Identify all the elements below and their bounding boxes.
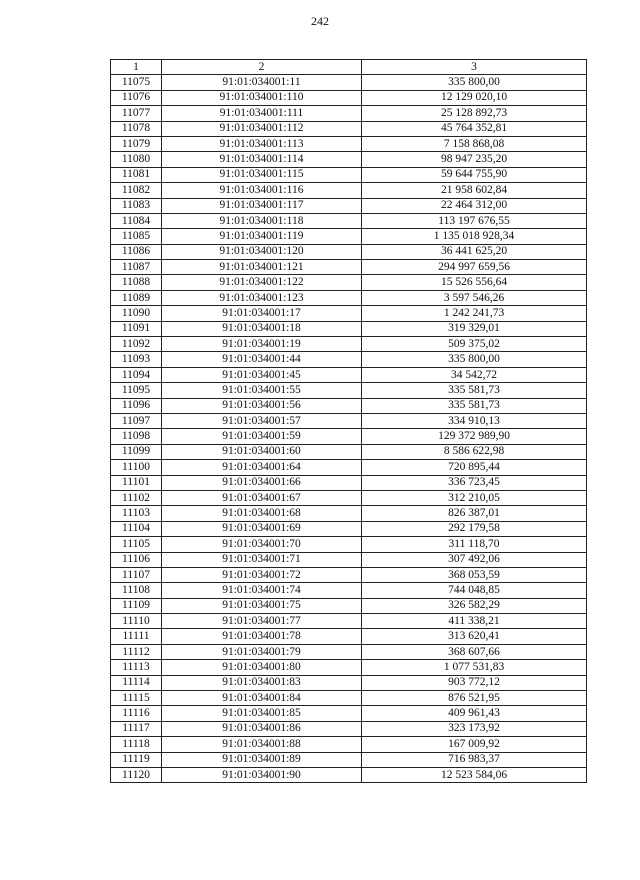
row-number-cell: 11084	[111, 213, 162, 228]
table-row	[111, 583, 587, 598]
value-cell: 12 523 584,06	[362, 767, 587, 782]
value-cell: 903 772,12	[362, 675, 587, 690]
value-cell: 409 961,43	[362, 706, 587, 721]
row-number-cell: 11114	[111, 675, 162, 690]
cadastral-number-cell: 91:01:034001:118	[162, 213, 362, 228]
value-cell: 334 910,13	[362, 413, 587, 428]
row-number-cell: 11078	[111, 121, 162, 136]
table-row	[111, 752, 587, 767]
table-row	[111, 767, 587, 782]
row-number-cell: 11092	[111, 337, 162, 352]
table-row	[111, 660, 587, 675]
value-cell: 59 644 755,90	[362, 167, 587, 182]
row-number-cell: 11106	[111, 552, 162, 567]
row-number-cell: 11081	[111, 167, 162, 182]
value-cell: 323 173,92	[362, 721, 587, 736]
value-cell: 15 526 556,64	[362, 275, 587, 290]
row-number-cell: 11109	[111, 598, 162, 613]
table-row	[111, 567, 587, 582]
table-row	[111, 90, 587, 105]
table-row	[111, 306, 587, 321]
cadastral-number-cell: 91:01:034001:113	[162, 136, 362, 151]
table-header	[111, 60, 587, 75]
table-row	[111, 721, 587, 736]
table-row	[111, 706, 587, 721]
table-row	[111, 213, 587, 228]
column-header-1: 1	[111, 60, 162, 75]
value-cell: 311 118,70	[362, 537, 587, 552]
table-row	[111, 490, 587, 505]
value-cell: 307 492,06	[362, 552, 587, 567]
row-number-cell: 11113	[111, 660, 162, 675]
row-number-cell: 11100	[111, 460, 162, 475]
value-cell: 3 597 546,26	[362, 290, 587, 305]
cadastral-number-cell: 91:01:034001:11	[162, 75, 362, 90]
value-cell: 7 158 868,08	[362, 136, 587, 151]
table-row	[111, 260, 587, 275]
cadastral-number-cell: 91:01:034001:57	[162, 413, 362, 428]
value-cell: 294 997 659,56	[362, 260, 587, 275]
cadastral-number-cell: 91:01:034001:66	[162, 475, 362, 490]
table-row	[111, 183, 587, 198]
column-header-3: 3	[362, 60, 587, 75]
cadastral-number-cell: 91:01:034001:70	[162, 537, 362, 552]
value-cell: 335 581,73	[362, 398, 587, 413]
page-number: 242	[311, 14, 329, 28]
cadastral-number-cell: 91:01:034001:72	[162, 567, 362, 582]
cadastral-number-cell: 91:01:034001:121	[162, 260, 362, 275]
row-number-cell: 11075	[111, 75, 162, 90]
cadastral-number-cell: 91:01:034001:117	[162, 198, 362, 213]
table-body	[111, 75, 587, 783]
cadastral-number-cell: 91:01:034001:86	[162, 721, 362, 736]
value-cell: 8 586 622,98	[362, 444, 587, 459]
row-number-cell: 11120	[111, 767, 162, 782]
row-number-cell: 11108	[111, 583, 162, 598]
value-cell: 292 179,58	[362, 521, 587, 536]
cadastral-number-cell: 91:01:034001:116	[162, 183, 362, 198]
row-number-cell: 11077	[111, 106, 162, 121]
row-number-cell: 11110	[111, 614, 162, 629]
table-row	[111, 460, 587, 475]
cadastral-number-cell: 91:01:034001:85	[162, 706, 362, 721]
row-number-cell: 11116	[111, 706, 162, 721]
cadastral-number-cell: 91:01:034001:64	[162, 460, 362, 475]
table-row	[111, 198, 587, 213]
cadastral-number-cell: 91:01:034001:68	[162, 506, 362, 521]
row-number-cell: 11115	[111, 691, 162, 706]
table-row	[111, 152, 587, 167]
cadastral-number-cell: 91:01:034001:89	[162, 752, 362, 767]
value-cell: 129 372 989,90	[362, 429, 587, 444]
row-number-cell: 11101	[111, 475, 162, 490]
value-cell: 1 135 018 928,34	[362, 229, 587, 244]
cadastral-number-cell: 91:01:034001:120	[162, 244, 362, 259]
value-cell: 509 375,02	[362, 337, 587, 352]
table-row	[111, 521, 587, 536]
value-cell: 368 053,59	[362, 567, 587, 582]
value-cell: 368 607,66	[362, 644, 587, 659]
value-cell: 876 521,95	[362, 691, 587, 706]
row-number-cell: 11111	[111, 629, 162, 644]
cadastral-number-cell: 91:01:034001:60	[162, 444, 362, 459]
value-cell: 335 800,00	[362, 352, 587, 367]
table-row	[111, 244, 587, 259]
row-number-cell: 11103	[111, 506, 162, 521]
cadastral-number-cell: 91:01:034001:69	[162, 521, 362, 536]
value-cell: 319 329,01	[362, 321, 587, 336]
header-row	[111, 60, 587, 75]
cadastral-number-cell: 91:01:034001:90	[162, 767, 362, 782]
value-cell: 411 338,21	[362, 614, 587, 629]
cadastral-number-cell: 91:01:034001:114	[162, 152, 362, 167]
cadastral-number-cell: 91:01:034001:111	[162, 106, 362, 121]
row-number-cell: 11098	[111, 429, 162, 444]
table-row	[111, 229, 587, 244]
cadastral-number-cell: 91:01:034001:44	[162, 352, 362, 367]
value-cell: 25 128 892,73	[362, 106, 587, 121]
value-cell: 313 620,41	[362, 629, 587, 644]
table-row	[111, 475, 587, 490]
value-cell: 34 542,72	[362, 367, 587, 382]
row-number-cell: 11107	[111, 567, 162, 582]
table-row	[111, 506, 587, 521]
value-cell: 326 582,29	[362, 598, 587, 613]
value-cell: 716 983,37	[362, 752, 587, 767]
table-row	[111, 75, 587, 90]
cadastral-number-cell: 91:01:034001:59	[162, 429, 362, 444]
cadastral-number-cell: 91:01:034001:119	[162, 229, 362, 244]
row-number-cell: 11083	[111, 198, 162, 213]
cadastral-number-cell: 91:01:034001:79	[162, 644, 362, 659]
cadastral-number-cell: 91:01:034001:115	[162, 167, 362, 182]
row-number-cell: 11093	[111, 352, 162, 367]
value-cell: 22 464 312,00	[362, 198, 587, 213]
cadastral-number-cell: 91:01:034001:83	[162, 675, 362, 690]
row-number-cell: 11079	[111, 136, 162, 151]
value-cell: 113 197 676,55	[362, 213, 587, 228]
cadastral-number-cell: 91:01:034001:123	[162, 290, 362, 305]
row-number-cell: 11085	[111, 229, 162, 244]
row-number-cell: 11090	[111, 306, 162, 321]
row-number-cell: 11082	[111, 183, 162, 198]
row-number-cell: 11089	[111, 290, 162, 305]
cadastral-number-cell: 91:01:034001:19	[162, 337, 362, 352]
row-number-cell: 11102	[111, 490, 162, 505]
data-table	[110, 59, 587, 783]
row-number-cell: 11118	[111, 737, 162, 752]
row-number-cell: 11094	[111, 367, 162, 382]
cadastral-number-cell: 91:01:034001:80	[162, 660, 362, 675]
cadastral-number-cell: 91:01:034001:110	[162, 90, 362, 105]
table-row	[111, 644, 587, 659]
table-row	[111, 121, 587, 136]
table-row	[111, 413, 587, 428]
row-number-cell: 11099	[111, 444, 162, 459]
table-row	[111, 106, 587, 121]
table-row	[111, 629, 587, 644]
table-row	[111, 367, 587, 382]
value-cell: 744 048,85	[362, 583, 587, 598]
value-cell: 1 077 531,83	[362, 660, 587, 675]
table-row	[111, 691, 587, 706]
row-number-cell: 11105	[111, 537, 162, 552]
cadastral-number-cell: 91:01:034001:112	[162, 121, 362, 136]
cadastral-number-cell: 91:01:034001:55	[162, 383, 362, 398]
row-number-cell: 11076	[111, 90, 162, 105]
table-row	[111, 675, 587, 690]
table-row	[111, 537, 587, 552]
cadastral-number-cell: 91:01:034001:18	[162, 321, 362, 336]
value-cell: 720 895,44	[362, 460, 587, 475]
row-number-cell: 11096	[111, 398, 162, 413]
value-cell: 1 242 241,73	[362, 306, 587, 321]
row-number-cell: 11119	[111, 752, 162, 767]
cadastral-number-cell: 91:01:034001:56	[162, 398, 362, 413]
table-row	[111, 444, 587, 459]
table-row	[111, 352, 587, 367]
row-number-cell: 11095	[111, 383, 162, 398]
value-cell: 826 387,01	[362, 506, 587, 521]
row-number-cell: 11088	[111, 275, 162, 290]
table-row	[111, 290, 587, 305]
table-row	[111, 167, 587, 182]
value-cell: 45 764 352,81	[362, 121, 587, 136]
table-row	[111, 429, 587, 444]
value-cell: 336 723,45	[362, 475, 587, 490]
table-row	[111, 552, 587, 567]
table-row	[111, 383, 587, 398]
table-row	[111, 337, 587, 352]
value-cell: 167 009,92	[362, 737, 587, 752]
row-number-cell: 11097	[111, 413, 162, 428]
table-row	[111, 321, 587, 336]
table-row	[111, 398, 587, 413]
value-cell: 335 800,00	[362, 75, 587, 90]
cadastral-number-cell: 91:01:034001:71	[162, 552, 362, 567]
cadastral-number-cell: 91:01:034001:17	[162, 306, 362, 321]
row-number-cell: 11087	[111, 260, 162, 275]
value-cell: 335 581,73	[362, 383, 587, 398]
column-header-2: 2	[162, 60, 362, 75]
row-number-cell: 11091	[111, 321, 162, 336]
cadastral-number-cell: 91:01:034001:45	[162, 367, 362, 382]
value-cell: 21 958 602,84	[362, 183, 587, 198]
row-number-cell: 11104	[111, 521, 162, 536]
cadastral-number-cell: 91:01:034001:84	[162, 691, 362, 706]
row-number-cell: 11117	[111, 721, 162, 736]
cadastral-number-cell: 91:01:034001:77	[162, 614, 362, 629]
value-cell: 12 129 020,10	[362, 90, 587, 105]
cadastral-number-cell: 91:01:034001:88	[162, 737, 362, 752]
row-number-cell: 11086	[111, 244, 162, 259]
row-number-cell: 11112	[111, 644, 162, 659]
cadastral-number-cell: 91:01:034001:78	[162, 629, 362, 644]
cadastral-number-cell: 91:01:034001:122	[162, 275, 362, 290]
value-cell: 312 210,05	[362, 490, 587, 505]
table-row	[111, 737, 587, 752]
cadastral-number-cell: 91:01:034001:67	[162, 490, 362, 505]
value-cell: 98 947 235,20	[362, 152, 587, 167]
table-row	[111, 614, 587, 629]
table-row	[111, 598, 587, 613]
row-number-cell: 11080	[111, 152, 162, 167]
value-cell: 36 441 625,20	[362, 244, 587, 259]
cadastral-number-cell: 91:01:034001:75	[162, 598, 362, 613]
table-row	[111, 275, 587, 290]
table-row	[111, 136, 587, 151]
cadastral-number-cell: 91:01:034001:74	[162, 583, 362, 598]
